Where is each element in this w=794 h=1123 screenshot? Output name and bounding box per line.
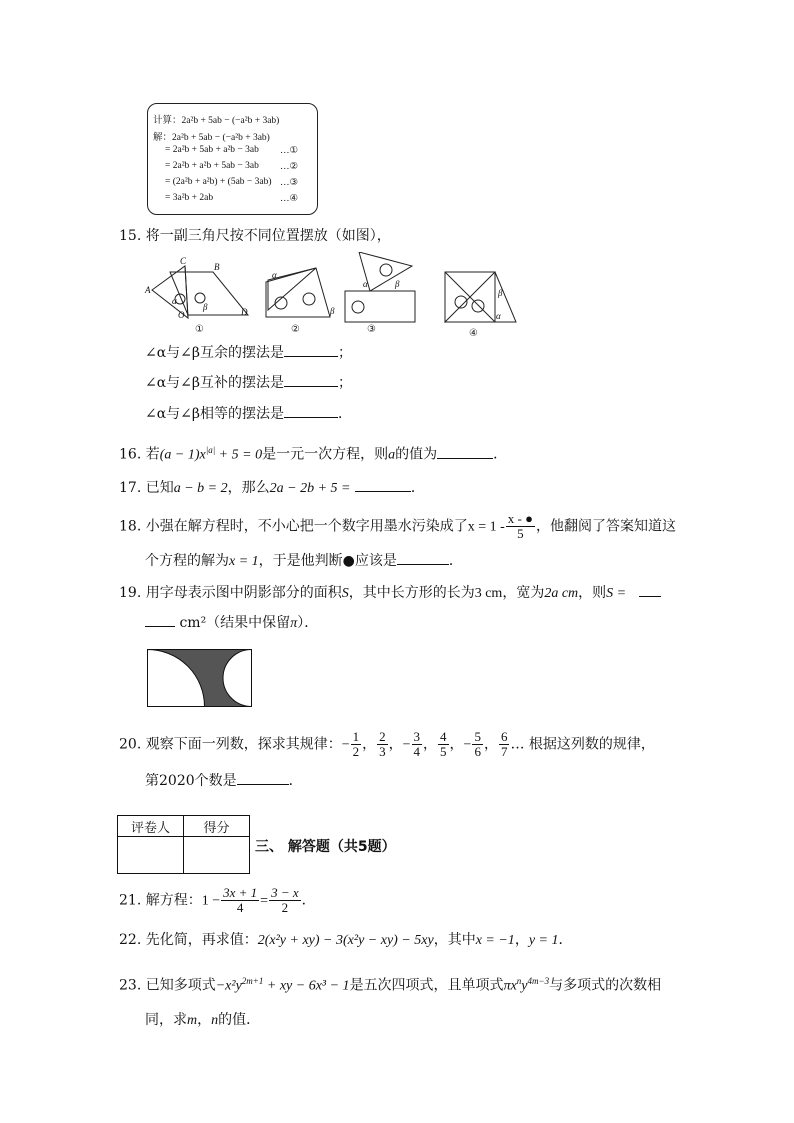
fig-label-beta-3: β <box>395 279 400 289</box>
text: 的值． <box>218 1012 261 1028</box>
text: 个方程的解为 <box>145 553 229 569</box>
fraction <box>499 730 510 759</box>
fig-label-alpha-2: α <box>272 270 277 280</box>
fraction-numerator: x - ● <box>507 511 533 526</box>
fig-label-D: D <box>241 307 248 317</box>
text: 解方程： <box>145 892 202 909</box>
answer-blank[interactable] <box>397 550 449 565</box>
q15-line-complementary <box>145 342 352 363</box>
question-18-line2 <box>145 550 463 572</box>
question-18 <box>119 512 676 541</box>
fig-label-beta-4: β <box>498 288 503 298</box>
fraction-numerator: 3 − x <box>271 885 299 900</box>
fig-number-3: ③ <box>367 324 376 335</box>
sign: − <box>341 737 350 753</box>
fraction-denominator: 2 <box>281 900 289 915</box>
question-20-line2 <box>145 770 303 791</box>
math-variable: n <box>211 1013 219 1028</box>
section-heading: 三、 解答题（共5题） <box>255 839 396 855</box>
answer-blank[interactable] <box>145 612 175 627</box>
text: 第2020个数是 <box>145 773 237 789</box>
question-number: 16. <box>119 446 142 463</box>
fraction <box>221 886 259 915</box>
punctuation: ， <box>388 736 403 753</box>
math-expression: πx <box>503 978 517 994</box>
calc-line-3: = 2a²b + 5ab + a²b − 3ab <box>165 145 259 155</box>
fraction-denominator: 5 <box>517 526 524 541</box>
text: ，其中 <box>433 932 476 948</box>
question-15 <box>119 226 391 246</box>
calc-line-1: 计算：2a²b + 5ab − (−a²b + 3ab) <box>153 116 280 126</box>
question-23 <box>119 971 661 997</box>
fig-label-alpha-1: α <box>172 296 177 306</box>
calc-line-6: = 3a²b + 2ab <box>165 193 214 203</box>
text: 小强在解方程时，不小心把一个数字用墨水污染成了 <box>145 518 468 535</box>
score-table <box>117 815 250 874</box>
punctuation: ． <box>288 773 303 789</box>
math-expression: y = 1 <box>528 933 559 948</box>
fig-label-alpha-4: α <box>496 311 501 321</box>
fig-number-4: ④ <box>469 328 478 338</box>
fraction-denominator: 4 <box>236 900 244 915</box>
triangle-rulers-figure <box>140 252 530 338</box>
text: 先化简，再求值： <box>145 932 258 948</box>
question-number: 23. <box>119 977 142 994</box>
text: ，则 <box>578 585 607 601</box>
math-variable: π <box>290 616 298 631</box>
text: 用字母表示图中阴影部分的面积 <box>145 585 342 601</box>
punctuation: ； <box>338 345 353 361</box>
math-variable: m <box>187 1013 198 1028</box>
answer-blank[interactable] <box>284 372 338 387</box>
calc-mark-3: …③ <box>280 178 299 188</box>
punctuation: ． <box>448 553 463 569</box>
text: ，其中长方形的长为 <box>348 585 475 601</box>
fraction-numerator: 3x + 1 <box>223 885 258 900</box>
text: 根据这列数的规律， <box>528 736 655 753</box>
fraction-numerator: 5 <box>474 729 481 744</box>
fraction <box>269 886 301 915</box>
shaded-area-figure <box>147 649 253 707</box>
fraction-numerator: 4 <box>440 729 447 744</box>
q15-line1-text: ∠α与∠β互余的摆法是 <box>145 345 285 361</box>
fraction-denominator: 3 <box>379 744 386 759</box>
q15-line3-text: ∠α与∠β相等的摆法是 <box>145 406 285 422</box>
math-expression: 2a − 2b + 5 = <box>269 481 351 496</box>
math-expression: + xy − 6x³ − 1 <box>263 978 350 994</box>
fraction <box>377 730 388 759</box>
calc-mark-4: …④ <box>280 194 299 204</box>
punctuation: ， <box>423 736 438 753</box>
ellipsis: … <box>510 736 525 753</box>
fig-label-O: O <box>178 310 185 320</box>
fraction-denominator: 7 <box>500 744 508 759</box>
text: 同，求 <box>145 1012 187 1028</box>
punctuation: ． <box>338 406 353 422</box>
math-expression: x = −1 <box>475 933 515 948</box>
math-expression: −x²y <box>215 978 242 994</box>
sign: − <box>402 737 411 753</box>
math-superscript: n <box>516 976 522 986</box>
question-22 <box>119 930 572 951</box>
calc-line-5: = (2a²b + a²b) + (5ab − 3ab) <box>165 177 272 187</box>
calc-line-2: 解：2a²b + 5ab − (−a²b + 3ab) <box>153 133 270 143</box>
text: 是一元一次方程，则 <box>262 446 389 463</box>
fraction <box>438 730 449 759</box>
fraction <box>472 730 483 759</box>
punctuation: ， <box>514 932 529 948</box>
punctuation: ， <box>362 736 377 753</box>
text: 已知 <box>145 480 174 496</box>
fraction-numerator: 2 <box>379 729 386 744</box>
text: ，他翻阅了答案知道这 <box>535 518 676 535</box>
question-number: 20. <box>119 736 142 753</box>
question-20 <box>119 730 655 759</box>
fraction-denominator: 5 <box>440 744 447 759</box>
fig-label-alpha-3: α <box>363 279 368 289</box>
punctuation: ； <box>338 375 353 391</box>
math-expression: 2a cm <box>544 586 579 601</box>
calc-mark-1: …① <box>280 146 299 156</box>
punctuation: ， <box>449 736 464 753</box>
calc-line-4: = 2a²b + a²b + 5ab − 3ab <box>165 161 259 171</box>
question-19 <box>119 582 661 604</box>
fig-label-C: C <box>180 256 187 266</box>
question-16 <box>119 440 507 466</box>
math-expression: + 5 = 0 <box>215 447 263 463</box>
math-expression: x = 1 <box>229 554 259 569</box>
calc-mark-2: …② <box>280 162 299 172</box>
grader-header: 评卷人 <box>118 816 184 837</box>
text: ，宽为 <box>502 585 545 601</box>
math-expression: S = <box>606 586 627 601</box>
fraction-numerator: 1 <box>352 729 360 744</box>
sign: − <box>463 737 472 753</box>
question-17 <box>119 477 425 499</box>
fraction <box>351 730 362 759</box>
fraction <box>506 512 535 541</box>
text: ，于是他判断●应该是 <box>258 553 397 569</box>
text: ，那么 <box>227 480 270 496</box>
answer-blank[interactable] <box>437 444 493 459</box>
text: 的值为 <box>395 446 438 463</box>
fraction-numerator: 3 <box>413 729 421 744</box>
text: cm²（结果中保留 <box>179 615 291 631</box>
math-superscript: 4m−3 <box>527 976 550 986</box>
equals-sign: = <box>260 893 269 909</box>
answer-blank[interactable] <box>284 403 338 418</box>
text: 是五次四项式，且单项式 <box>349 977 504 994</box>
question-number: 21. <box>119 892 142 909</box>
math-expression: (a − 1)x <box>159 447 206 463</box>
text: 若 <box>145 446 160 463</box>
fraction-denominator: 6 <box>474 744 481 759</box>
fig-label-beta-2: β <box>330 306 335 316</box>
question-text: 将一副三角尺按不同位置摆放（如图）， <box>145 228 391 244</box>
fig-number-1: ① <box>195 324 204 335</box>
question-number: 17. <box>119 480 142 496</box>
math-variable: a <box>388 447 396 463</box>
calculation-box <box>147 103 318 215</box>
grader-cell[interactable] <box>118 837 184 874</box>
fraction <box>412 730 423 759</box>
q15-line2-text: ∠α与∠β互补的摆法是 <box>145 375 285 391</box>
fig-label-A: A <box>145 285 151 295</box>
fig-label-B: B <box>214 262 220 272</box>
math-variable: S <box>341 586 349 601</box>
question-21 <box>119 886 316 915</box>
score-header: 得分 <box>184 816 250 837</box>
question-number: 22. <box>119 932 142 948</box>
question-23-line2 <box>145 1010 260 1031</box>
answer-blank[interactable] <box>237 770 289 785</box>
fraction-denominator: 2 <box>352 744 360 759</box>
text: 已知多项式 <box>145 977 216 994</box>
punctuation: ， <box>197 1012 212 1028</box>
math-expression: 2(x²y + xy) − 3(x²y − xy) − 5xy <box>257 933 434 948</box>
math-expression: y <box>521 978 528 994</box>
math-expression: a − b = 2 <box>173 481 228 496</box>
fraction-numerator: 6 <box>500 729 508 744</box>
score-cell[interactable] <box>184 837 250 874</box>
math-superscript: |a| <box>205 445 216 455</box>
answer-blank[interactable] <box>284 342 338 357</box>
question-number: 18. <box>119 518 142 535</box>
answer-blank[interactable] <box>639 582 661 597</box>
punctuation: ， <box>483 736 498 753</box>
q15-line-supplementary <box>145 372 352 393</box>
math-superscript: 2m+1 <box>241 976 264 986</box>
punctuation: ． <box>493 446 508 463</box>
q15-line-equal <box>145 403 352 424</box>
question-number: 15. <box>119 228 142 244</box>
math-expression: 3 cm <box>474 586 503 601</box>
text: 与多项式的次数相 <box>549 977 662 994</box>
text: ）． <box>297 615 319 631</box>
question-number: 19. <box>119 585 142 601</box>
punctuation: ． <box>301 892 316 909</box>
fraction-denominator: 4 <box>413 744 421 759</box>
fig-label-beta-1: β <box>203 302 208 312</box>
punctuation: ． <box>410 480 425 496</box>
text: 观察下面一列数，探求其规律： <box>145 736 342 753</box>
punctuation: ． <box>558 932 573 948</box>
math-expression: x = 1 - <box>467 519 505 535</box>
question-19-line2 <box>145 612 318 634</box>
fig-number-2: ② <box>291 324 300 335</box>
math-expression: 1 − <box>201 893 221 909</box>
answer-blank[interactable] <box>355 477 411 492</box>
